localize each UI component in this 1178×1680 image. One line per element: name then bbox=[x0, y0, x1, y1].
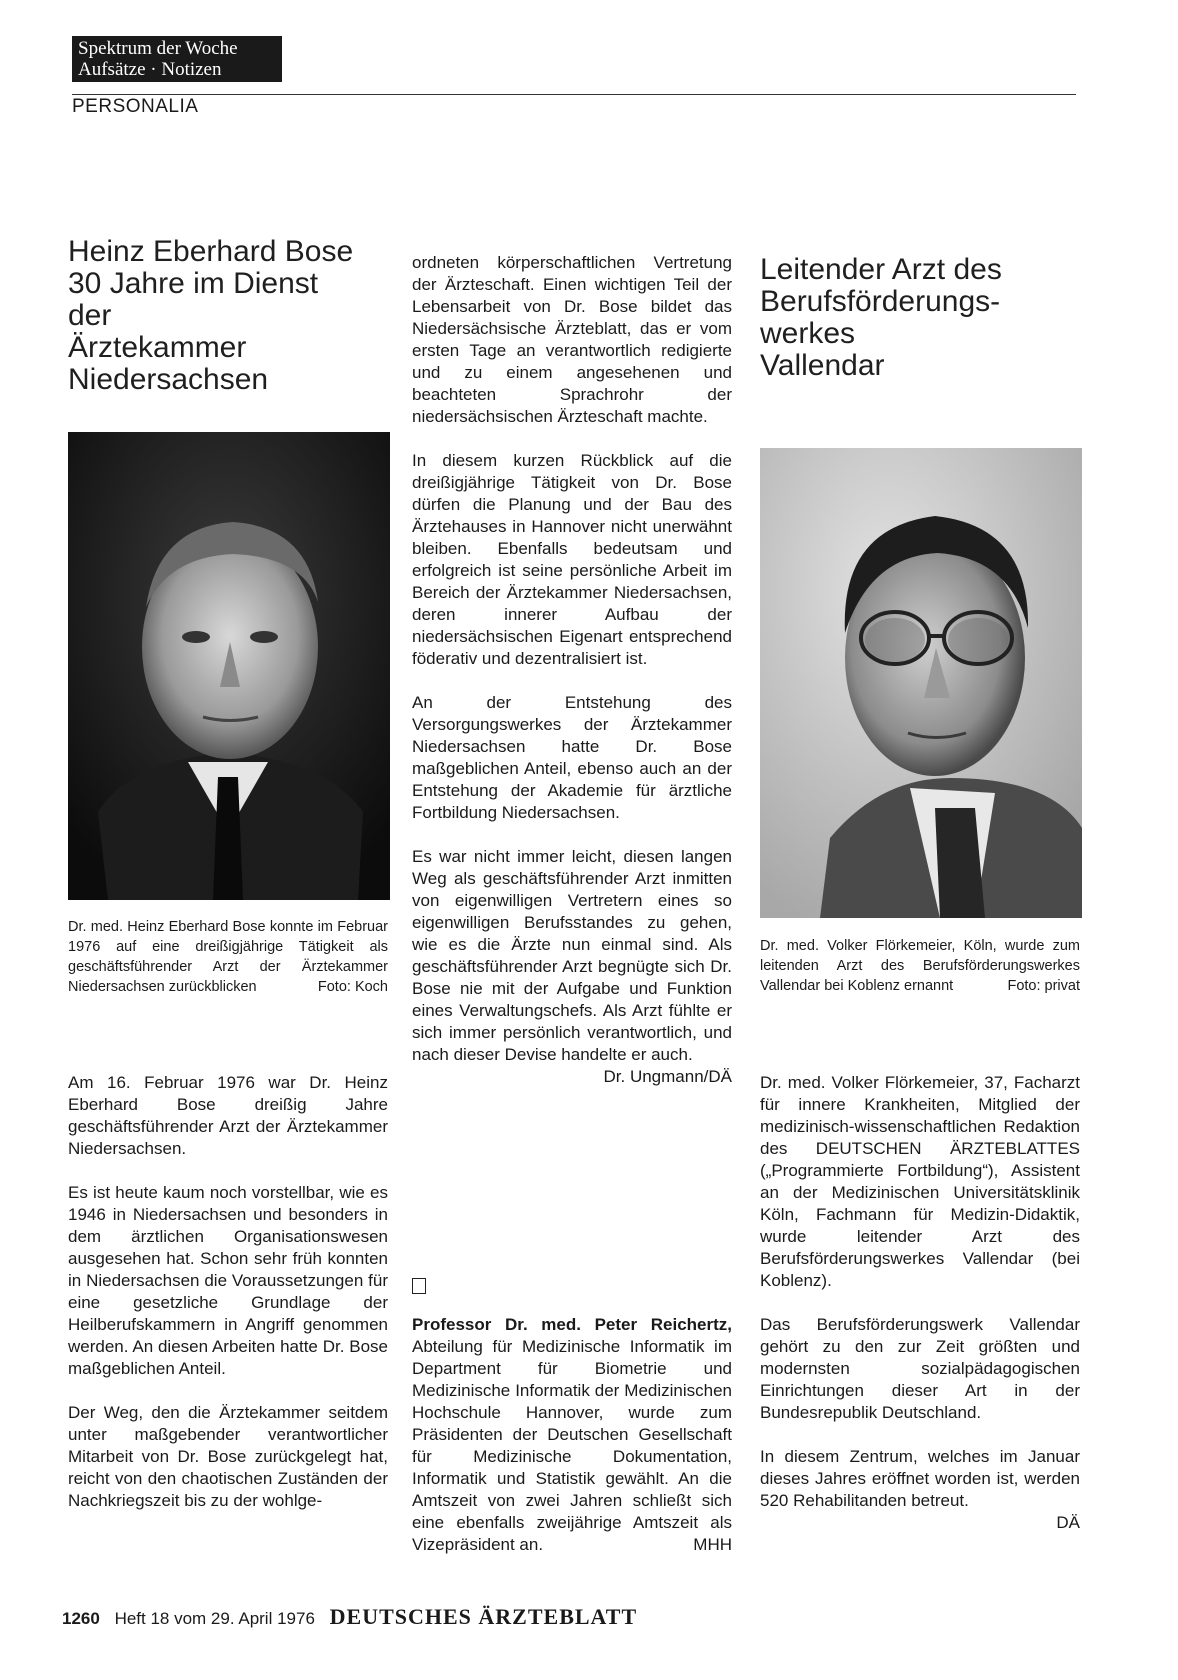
article2-headline bbox=[760, 254, 1080, 382]
caption-text: Dr. med. Volker Flörkemeier, Köln, wurde zum leitenden Arzt des Berufsförderungswerkes Vallendar bei Koblenz ernannt bbox=[760, 938, 1080, 994]
caption-text: Dr. med. Heinz Eberhard Bose konnte im Februar 1976 auf eine dreißigjährige Tätigkeit als geschäftsführender Arzt der Ärztekammer Niedersachsen zurückblicken bbox=[68, 919, 388, 995]
issue-info: Heft 18 vom 29. April 1976 bbox=[114, 1609, 315, 1628]
photo-caption-bose bbox=[68, 917, 388, 997]
photo-credit: Foto: Koch bbox=[317, 979, 388, 995]
article2-author: DÄ bbox=[1056, 1513, 1080, 1532]
category-label: PERSONALIA bbox=[72, 96, 199, 117]
header-rule bbox=[72, 94, 1076, 95]
article1-paragraph: Der Weg, den die Ärztekammer seitdem unter maßgebender verantwortlicher Mitarbeit von Dr. Bose zurückgelegt hat, reicht von den chaotischen Zuständen der Nachkriegszeit bis zu der wohlge- bbox=[68, 1403, 388, 1510]
article1-paragraph: Am 16. Februar 1976 war Dr. Heinz Eberhard Bose dreißig Jahre geschäftsführender Arzt der Ärztekammer Niedersachsen. bbox=[68, 1073, 388, 1158]
photo-caption-floerkemeier bbox=[760, 936, 1080, 996]
notice-reichertz bbox=[412, 1314, 732, 1556]
article2-headline-line: Berufsförderungs- bbox=[760, 285, 1001, 318]
article1-headline-line: 30 Jahre im Dienst der bbox=[68, 267, 319, 332]
article1-paragraph: In diesem kurzen Rückblick auf die dreißigjährige Tätigkeit von Dr. Bose dürfen die Planung und der Bau des Ärztehauses in Hannover nicht unerwähnt bleiben. Ebenfalls bedeutsam und erfolgreich ist seine persönliche Arbeit im Bereich der Ärztekammer Niedersachsen, deren innerer Aufbau der niedersächsischen Eigenart entsprechend föderativ und dezentralisiert ist. bbox=[412, 451, 732, 668]
portrait-photo-floerkemeier bbox=[760, 448, 1082, 918]
notice-text: Abteilung für Medizinische Informatik im Department für Biometrie und Medizinische Informatik der Medizinischen Hochschule Hannover, wurde zum Präsidenten der Deutschen Gesellschaft für Medizinische Dokumentation, Informatik und Statistik gewählt. An die Amtszeit von zwei Jahren schließt sich eine ebenfalls zweijährige Amtszeit als Vizepräsident an. bbox=[412, 1337, 732, 1554]
article1-column1 bbox=[68, 1072, 388, 1534]
article2-headline-line: Leitender Arzt des bbox=[760, 253, 1002, 286]
article1-paragraph: Es ist heute kaum noch vorstellbar, wie es 1946 in Niedersachsen und besonders in dem ärztlichen Organisationswesen ausgesehen hat. Schon sehr früh konnten in Niedersachsen die Voraussetzungen für eine gesetzliche Grundlage der Heilberufskammern in Angriff genommen werden. An diesen Arbeiten hatte Dr. Bose maßgeblichen Anteil. bbox=[68, 1183, 388, 1378]
article2-headline-line: Vallendar bbox=[760, 349, 885, 382]
article2-paragraph: In diesem Zentrum, welches im Januar dieses Jahres eröffnet worden ist, werden 520 Rehabilitanden betreut. bbox=[760, 1447, 1080, 1510]
page-number: 1260 bbox=[62, 1609, 100, 1628]
article1-headline bbox=[68, 236, 368, 396]
article1-column2 bbox=[412, 252, 732, 1088]
notice-author: MHH bbox=[693, 1535, 732, 1554]
article1-author: Dr. Ungmann/DÄ bbox=[603, 1067, 732, 1086]
portrait-bose-image bbox=[68, 432, 390, 900]
page-footer bbox=[62, 1604, 637, 1630]
portrait-floerkemeier-image bbox=[760, 448, 1082, 918]
portrait-photo-bose bbox=[68, 432, 390, 900]
article2-paragraph: Das Berufsförderungswerk Vallendar gehört zu den zur Zeit größten und modernsten sozialpädagogischen Einrichtungen dieser Art in der Bundesrepublik Deutschland. bbox=[760, 1315, 1080, 1422]
section-label-line2: Aufsätze · Notizen bbox=[78, 59, 222, 80]
section-label-line1: Spektrum der Woche bbox=[78, 38, 238, 59]
article1-headline-line: Heinz Eberhard Bose bbox=[68, 235, 354, 268]
article1-paragraph: ordneten körperschaftlichen Vertretung der Ärzteschaft. Einen wichtigen Teil der Lebensarbeit von Dr. Bose bildet das Niedersächsische Ärzteblatt, das er vom ersten Tage an verantwortlich redigierte und zu einem angesehenen und beachteten Sprachrohr der niedersächsischen Ärzteschaft machte. bbox=[412, 253, 732, 426]
photo-credit: Foto: privat bbox=[1007, 978, 1080, 994]
separator-box-icon bbox=[412, 1278, 426, 1294]
article2-headline-line: werkes bbox=[760, 317, 856, 350]
article1-headline-line: Ärztekammer bbox=[68, 331, 247, 364]
section-label bbox=[72, 36, 282, 82]
article1-paragraph: An der Entstehung des Versorgungswerkes der Ärztekammer Niedersachsen hatte Dr. Bose maßgeblichen Anteil, ebenso auch an der Entstehung der Akademie für ärztliche Fortbildung Niedersachsen. bbox=[412, 693, 732, 822]
article1-headline-line: Niedersachsen bbox=[68, 363, 269, 396]
article1-paragraph: Es war nicht immer leicht, diesen langen Weg als geschäftsführender Arzt inmitten von eigenwilligen Vertretern eines so eigenwilligen Berufsstandes zu gehen, wie es die Ärzte nun einmal sind. Als geschäftsführender Arzt begnügte sich Dr. Bose nie mit der Aufgabe und Funktion eines Verwaltungschefs. Als Arzt fühlte er sich immer persönlich verantwortlich, und nach dieser Devise handelte er auch. bbox=[412, 847, 732, 1064]
magazine-name: DEUTSCHES ÄRZTEBLATT bbox=[329, 1604, 638, 1629]
article2-body bbox=[760, 1072, 1080, 1534]
notice-name: Professor Dr. med. Peter Reichertz, bbox=[412, 1315, 732, 1334]
article2-paragraph: Dr. med. Volker Flörkemeier, 37, Facharzt für innere Krankheiten, Mitglied der medizinisch-wissenschaftlichen Redaktion des DEUTSCHEN ÄRZTEBLATTES („Programmierte Fortbildung“), Assistent an der Medizinischen Universitätsklinik Köln, Fachmann für Medizin-Didaktik, wurde leitender Arzt des Berufsförderungswerkes Vallendar (bei Koblenz). bbox=[760, 1073, 1080, 1290]
